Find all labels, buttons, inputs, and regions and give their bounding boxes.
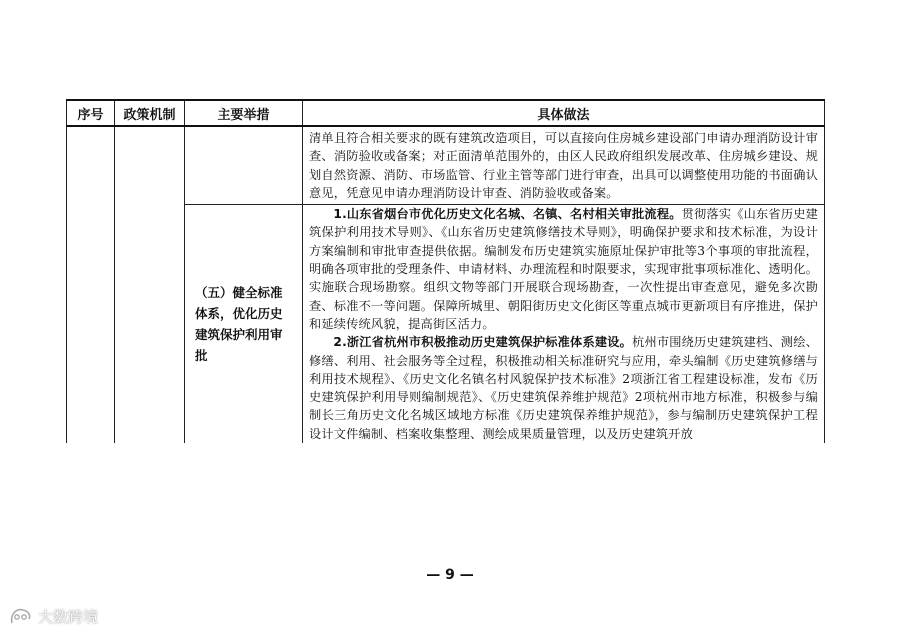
header-practice: 具体做法 [303, 100, 825, 126]
page-number: — 9 — [426, 567, 474, 583]
header-mechanism: 政策机制 [115, 100, 185, 126]
policy-table [66, 99, 825, 443]
brand-logo-icon [8, 605, 34, 627]
practice-cell-continued [303, 126, 825, 205]
mechanism-cell [115, 126, 185, 443]
table-header-row [67, 100, 825, 126]
item-body-yantai: 贯彻落实《山东省历史建筑保护利用技术导则》、《山东省历史建筑修缮技术导则》，明确保护要求和技术标准，为设计方案编制和审批审查提供依据。编制发布历史建筑实施原址保护审批等3个事项的审批流程，明确各项审批的受理条件、申请材料、办理流程和时限要求，实现审批事项标准化、透明化。实施联合现场勘察。组织文物等部门开展联合现场勘查，一次性提出审查意见，避免多次勘查、标准不一等问题。保障所城里、朝阳街历史文化街区等重点城市更新项目有序推进，保护和延续传统风貌，提高街区活力。 [309, 207, 818, 331]
practice-continued-text: 清单且符合相关要求的既有建筑改造项目，可以直接向住房城乡建设部门申请办理消防设计审查、消防验收或备案；对正面清单范围外的，由区人民政府组织发展改革、住房城乡建设、规划自然资源、消防、市场监管、行业主管等部门进行审查，出具可以调整使用功能的书面确认意见，凭意见申请办理消防设计审查、消防验收或备案。 [309, 131, 818, 200]
watermark-brand: 大数跨境 [38, 607, 99, 626]
practice-item-hangzhou [309, 333, 818, 443]
item-title-yantai: 1.山东省烟台市优化历史文化名城、名镇、名村相关审批流程。 [333, 207, 682, 222]
table-row [67, 126, 825, 205]
measure-cell-continued [185, 126, 303, 205]
practice-item-yantai [309, 205, 818, 333]
header-measure: 主要举措 [185, 100, 303, 126]
measure-text: （五）健全标准体系，优化历史建筑保护利用审批 [195, 285, 283, 364]
item-title-hangzhou: 2.浙江省杭州市积极推动历史建筑保护标准体系建设。 [333, 335, 633, 350]
practice-cell [303, 205, 825, 443]
measure-cell [185, 205, 303, 443]
watermark [8, 604, 98, 628]
index-cell [67, 126, 115, 443]
item-body-hangzhou: 杭州市围绕历史建筑建档、测绘、修缮、利用、社会服务等全过程，积极推动相关标准研究与应用，牵头编制《历史建筑修缮与利用技术规程》、《历史文化名镇名村风貌保护技术标准》2项浙江省工程建设标准，发布《历史建筑保护利用导则编制规范》、《历史建筑保养维护规范》2项杭州市地方标准，积极参与编制长三角历史文化名城区域地方标准《历史建筑保养维护规范》，参与编制历史建筑保护工程设计文件编制、档案收集整理、测绘成果质量管理，以及历史建筑开放 [309, 335, 818, 441]
header-index: 序号 [67, 100, 115, 126]
